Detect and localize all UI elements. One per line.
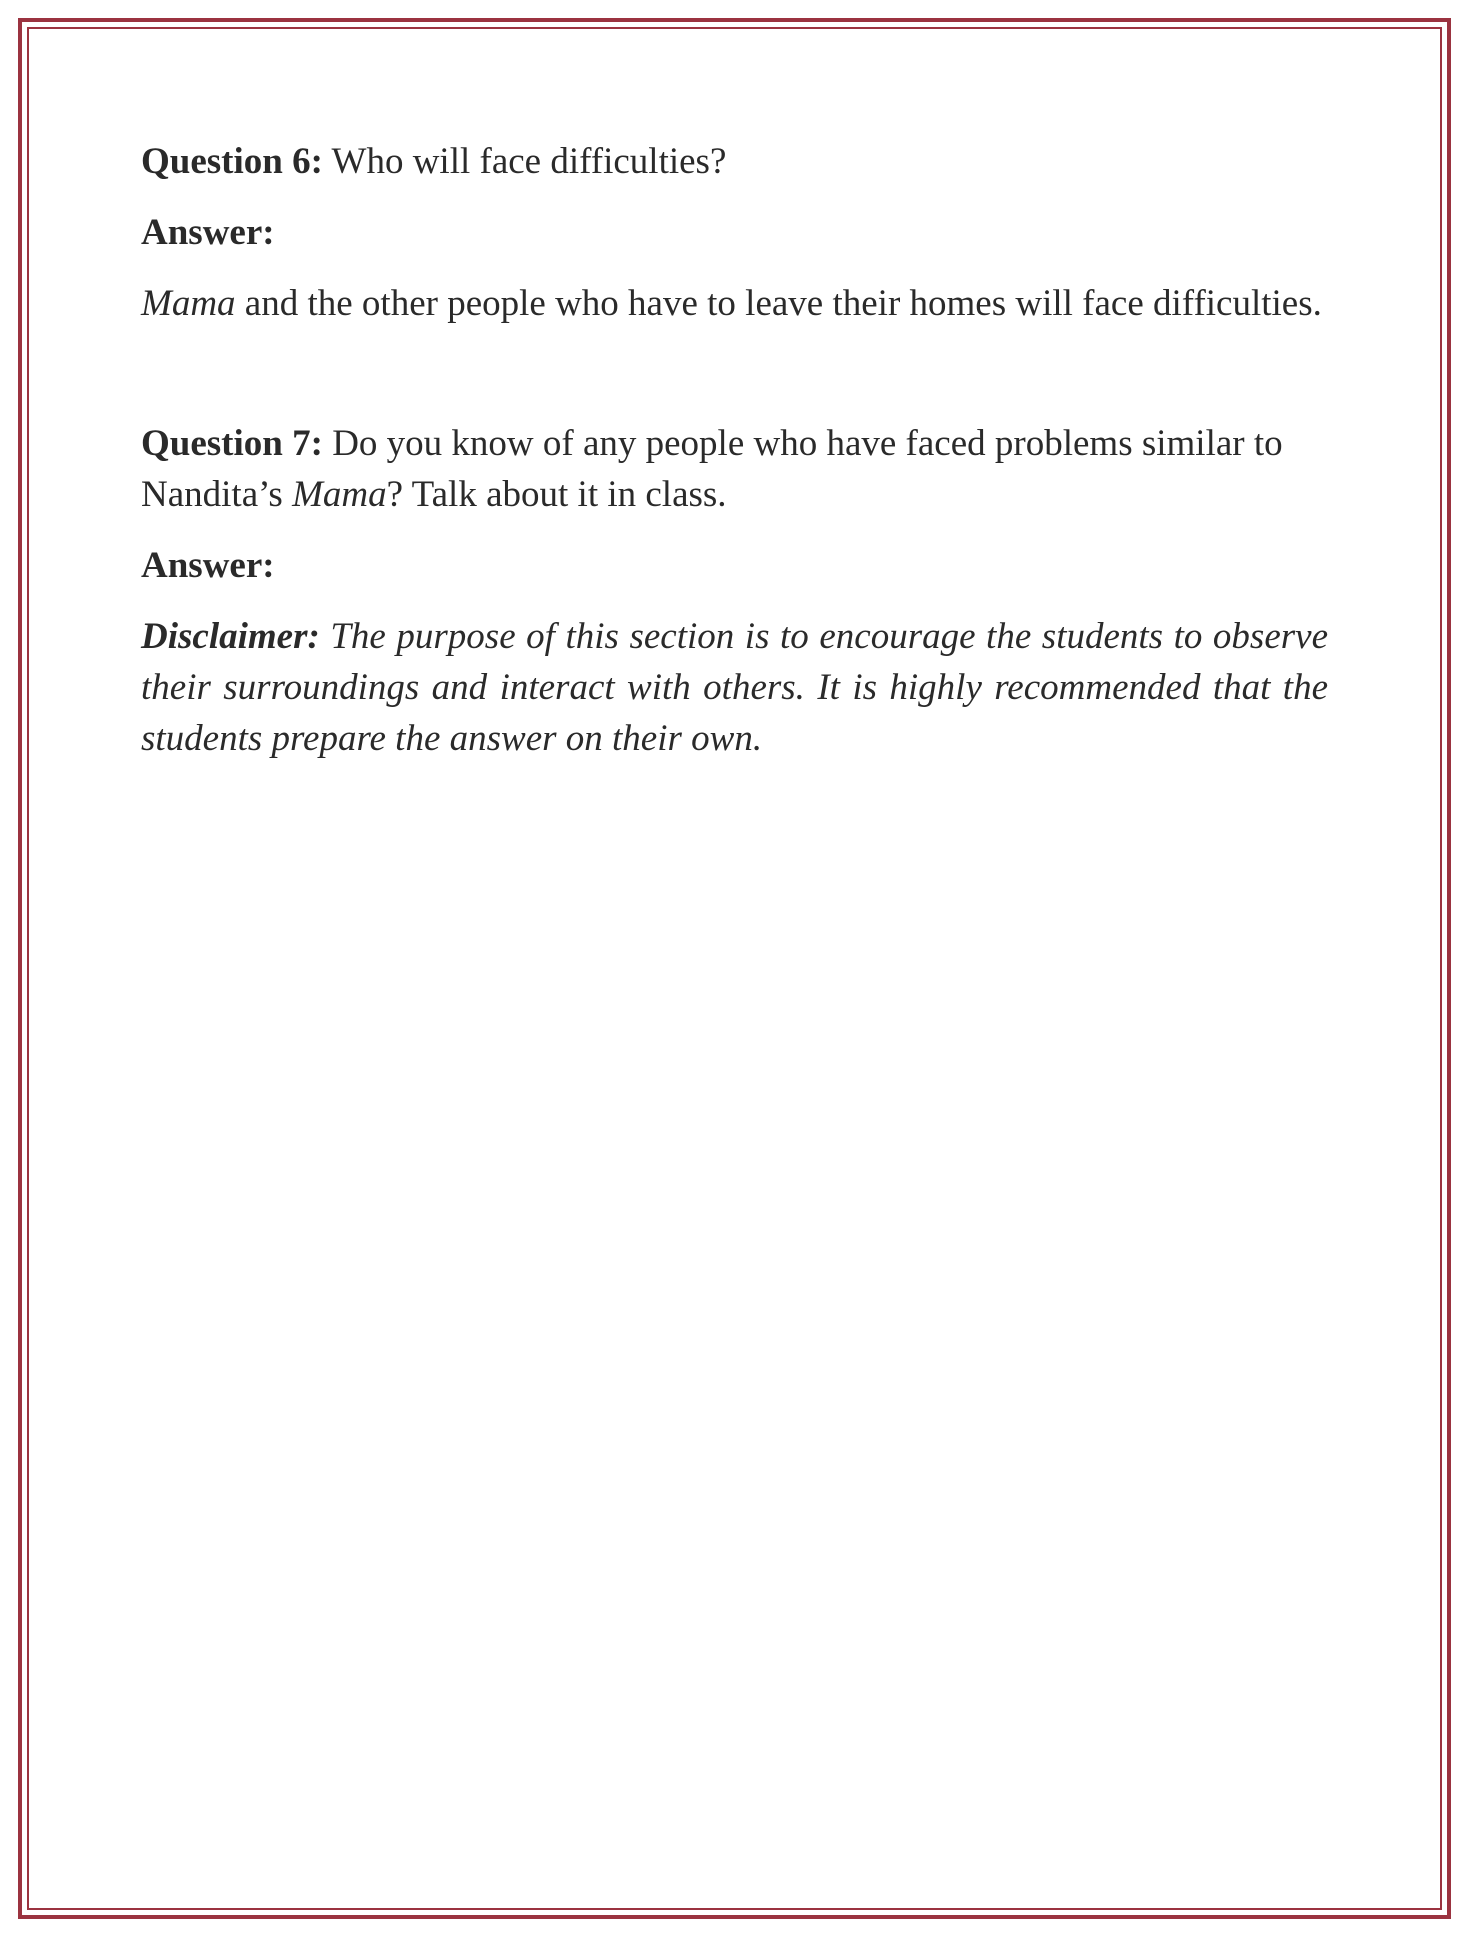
- question-6-text: Who will face difficulties?: [322, 141, 727, 182]
- question-7: [141, 418, 1328, 520]
- disclaimer-label: Disclaimer:: [141, 616, 320, 657]
- disclaimer-text: The purpose of this section is to encourage the students to observe their surroundings and interact with others. It is highly recommended that the students prepare the answer on their own.: [141, 616, 1328, 759]
- question-6: [141, 136, 1328, 187]
- question-7-disclaimer: [141, 611, 1328, 764]
- question-6-answer-text: and the other people who have to leave their homes will face difficulties.: [235, 283, 1322, 324]
- question-7-text-italic: Mama: [292, 474, 387, 515]
- question-6-label: Question 6:: [141, 141, 323, 182]
- question-7-answer-label: Answer:: [141, 545, 275, 586]
- question-6-answer: [141, 278, 1328, 329]
- question-7-text-part1: Do you know of any people who have faced problems similar to Nandita’s: [141, 423, 1283, 515]
- question-6-answer-label: Answer:: [141, 212, 275, 253]
- question-7-text-part2: ? Talk about it in class.: [386, 474, 727, 515]
- question-7-label: Question 7:: [141, 423, 323, 464]
- question-6-answer-italic: Mama: [141, 283, 236, 324]
- document-content: [141, 136, 1328, 764]
